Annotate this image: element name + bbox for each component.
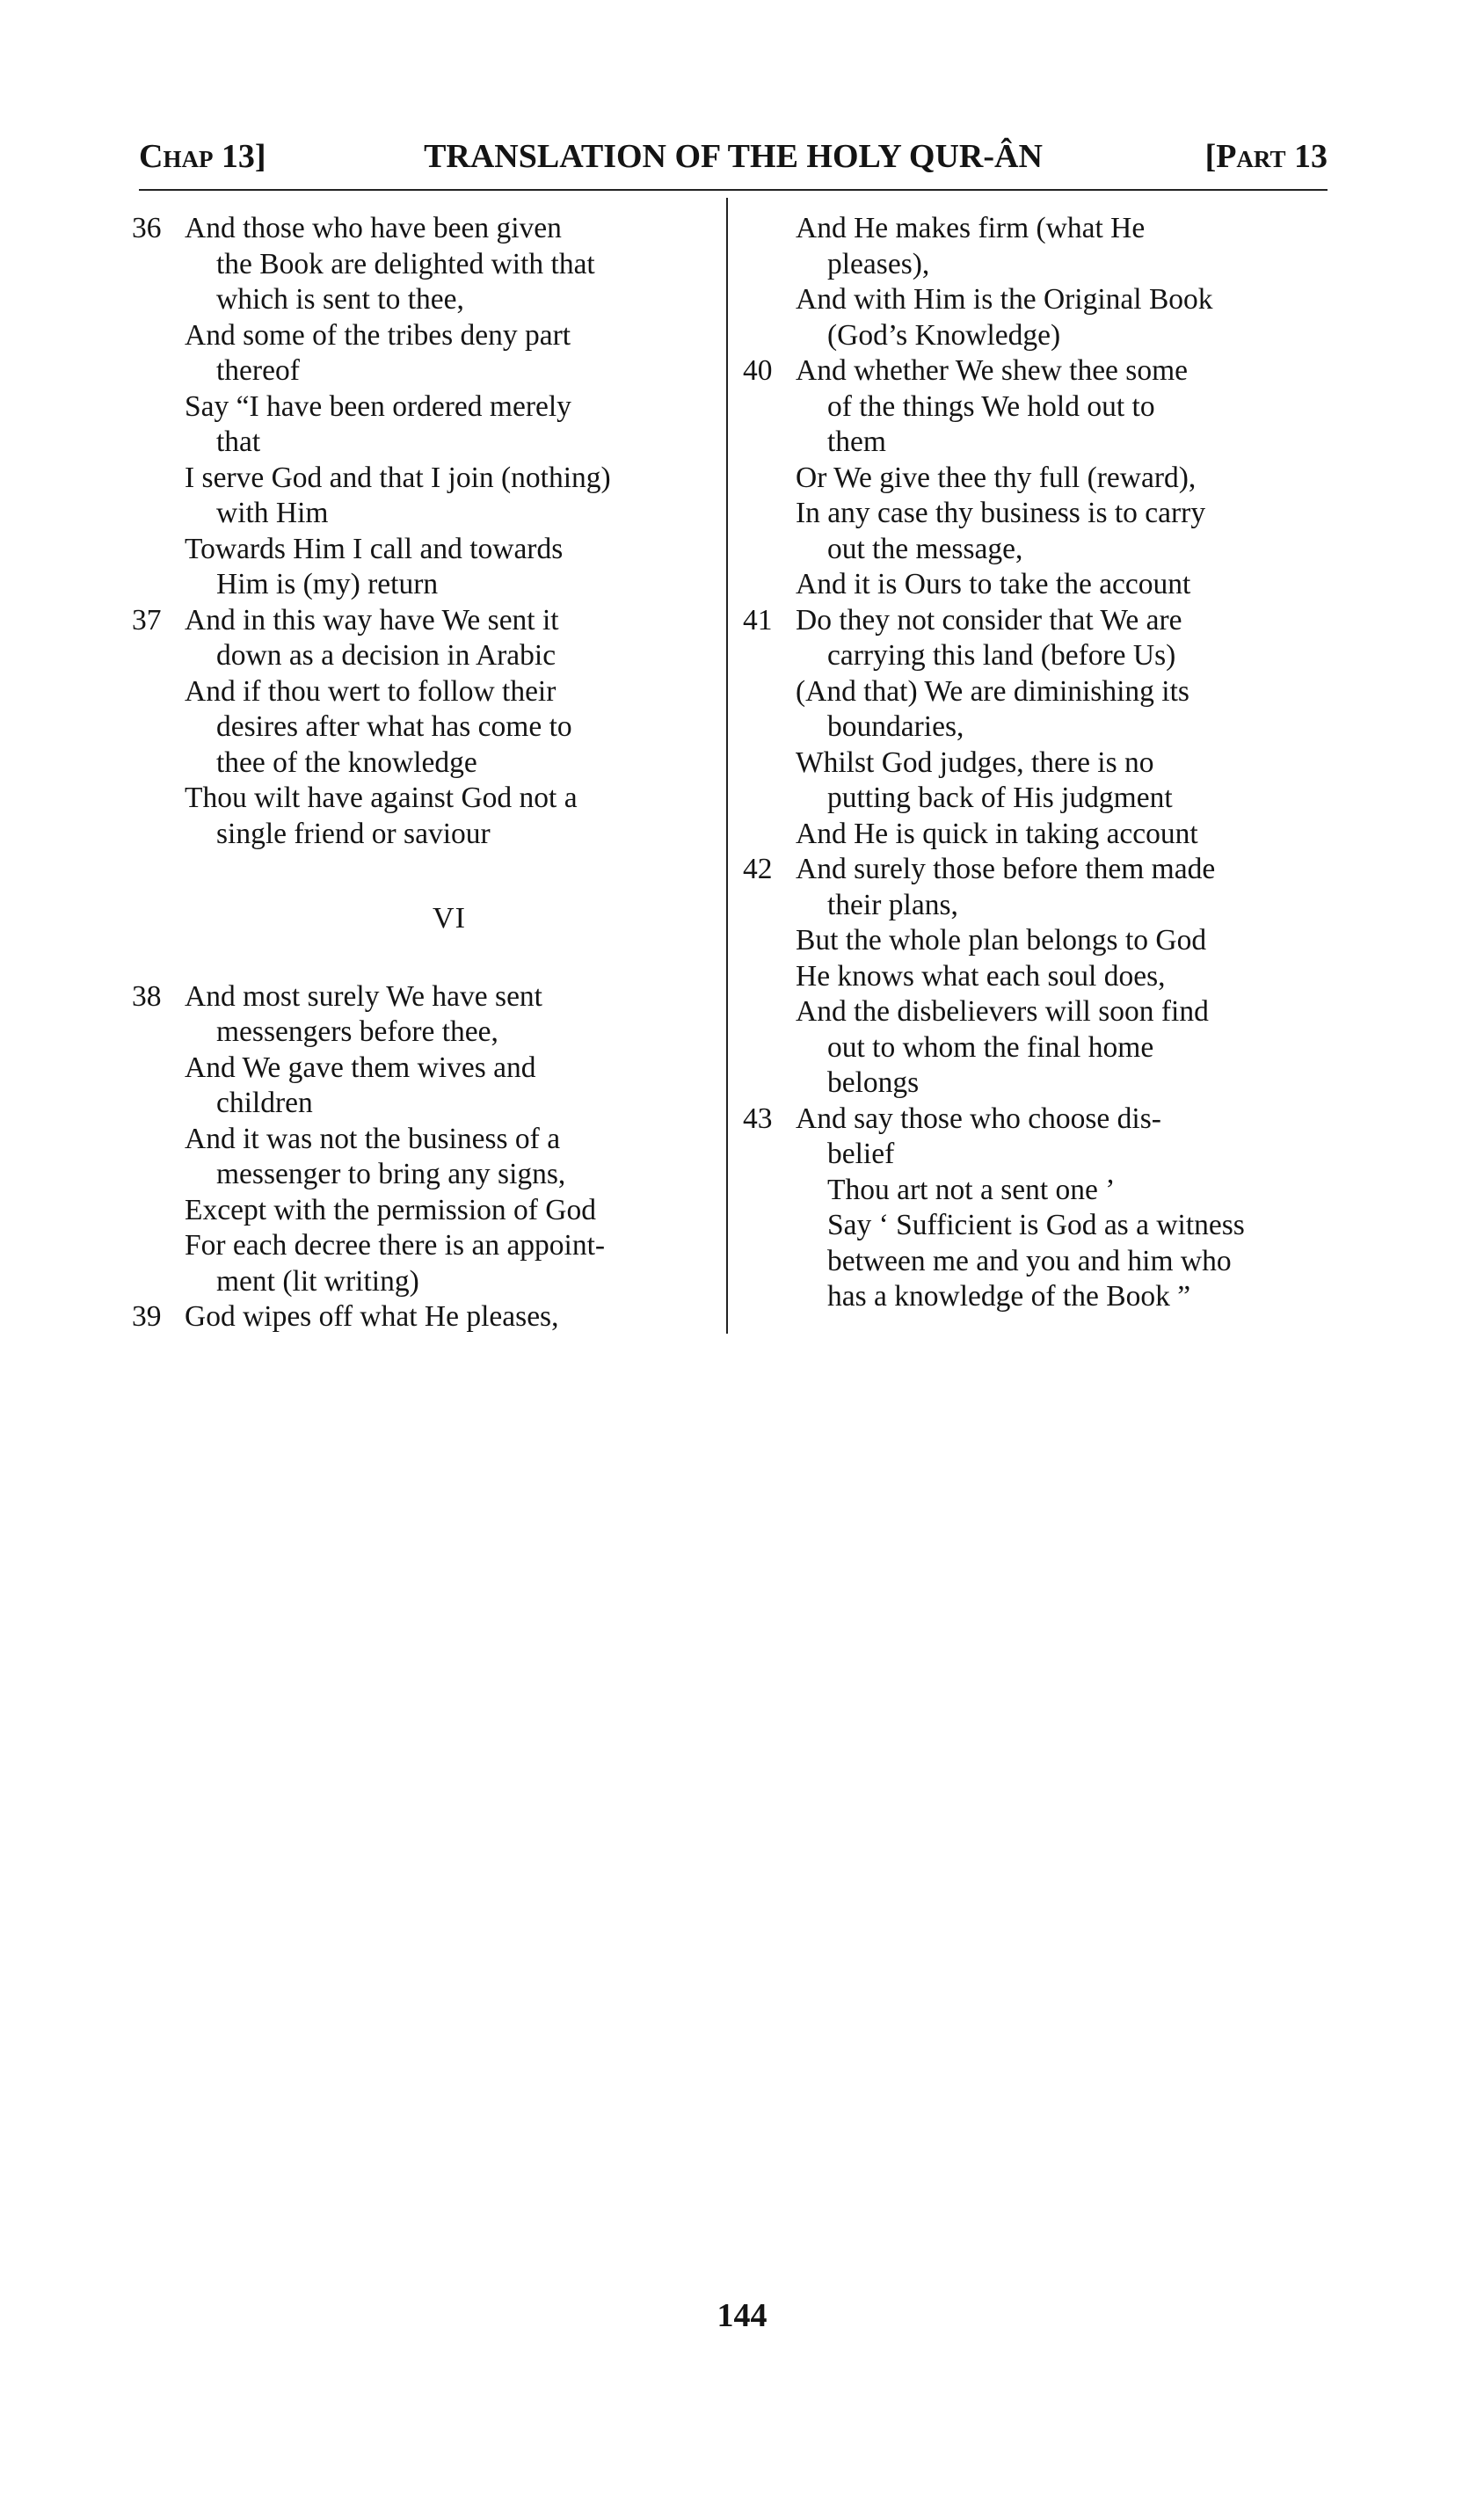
right-column [743,211,1328,1315]
text-line [743,1066,1328,1102]
line-text: belongs [827,1066,920,1099]
line-text: And surely those before them made [796,853,1216,885]
text-line [132,461,714,497]
line-text: For each decree there is an appoint- [185,1229,606,1262]
line-text: Him is (my) return [216,568,439,600]
line-text: And say those who choose dis- [796,1102,1161,1135]
line-text: And it is Ours to take the account [796,568,1191,600]
text-line [743,1030,1328,1066]
text-line [132,318,714,354]
text-line [743,496,1328,532]
line-text: down as a decision in Arabic [216,639,556,672]
book-title: TRANSLATION OF THE HOLY QUR-ÂN [424,138,1043,175]
line-text: And most surely We have sent [185,979,542,1013]
text-line [132,1299,714,1335]
text-line [132,1015,714,1051]
line-text: Except with the permission of God [185,1193,596,1226]
line-text: Or We give thee thy full (reward), [796,461,1197,494]
text-line [132,211,714,247]
line-text: And the disbelievers will soon find [796,995,1209,1028]
line-text: And We gave them wives and [185,1051,536,1084]
line-text: He knows what each soul does, [796,959,1166,993]
text-line [743,817,1328,853]
text-line [743,923,1328,959]
line-text: boundaries, [827,710,964,743]
column-divider [726,198,728,1334]
text-line [132,1086,714,1122]
text-line [132,603,714,639]
text-line [132,1193,714,1229]
text-line [132,979,714,1015]
verse-number: 41 [743,603,773,636]
text-line [132,1122,714,1158]
line-text: of the things We hold out to [827,389,1155,423]
text-line [132,1264,714,1300]
left-verse-block-after [132,979,714,1335]
text-line [132,1228,714,1264]
header-rule [139,189,1328,191]
text-line [132,425,714,461]
line-text: out the message, [827,532,1023,565]
line-text: which is sent to thee, [216,283,464,316]
line-text: ment (lit writing) [216,1264,419,1298]
text-line [743,567,1328,603]
text-line [132,709,714,746]
text-line [743,282,1328,318]
line-text: God wipes off what He pleases, [185,1300,559,1333]
line-text: thee of the knowledge [216,746,477,779]
line-text: pleases), [827,247,930,280]
line-text: (And that) We are diminishing its [796,674,1189,708]
line-text: has a knowledge of the Book ” [827,1280,1191,1313]
text-line [132,674,714,710]
text-line [132,496,714,532]
text-line [743,211,1328,247]
text-line [132,567,714,603]
text-line [132,353,714,389]
line-text: between me and you and him who [827,1244,1232,1277]
line-text: messenger to bring any signs, [216,1158,566,1190]
line-text: And it was not the business of a [185,1122,561,1155]
text-line [743,994,1328,1030]
verse-number: 40 [743,354,773,387]
line-text: I serve God and that I join (nothing) [185,461,611,494]
text-line [132,1157,714,1193]
chapter-label: Chap 13] [139,138,266,175]
line-text: But the whole plan belongs to God [796,924,1207,957]
text-line [132,247,714,283]
text-line [743,247,1328,283]
line-text: Say ‘ Sufficient is God as a witness [827,1209,1245,1241]
left-column [132,211,714,1335]
text-line [743,389,1328,426]
text-line [132,746,714,782]
line-text: belief [827,1138,895,1170]
line-text: Say “I have been ordered merely [185,389,571,423]
line-text: Towards Him I call and towards [185,532,564,565]
text-line [743,1173,1328,1209]
text-line [743,318,1328,354]
line-text: And those who have been given [185,212,562,244]
line-text: And in this way have We sent it [185,603,559,636]
text-line [743,746,1328,782]
part-label: [Part 13 [1204,138,1328,175]
text-line [743,709,1328,746]
line-text: In any case thy business is to carry [796,497,1206,529]
verse-number: 42 [743,853,773,885]
text-line [743,603,1328,639]
text-line [743,1244,1328,1280]
page-number: 144 [717,2297,767,2334]
text-line [743,852,1328,888]
left-verse-block [132,211,714,852]
verse-number: 39 [132,1300,162,1333]
line-text: And whether We shew thee some [796,354,1189,387]
text-line [132,389,714,426]
text-line [743,781,1328,817]
line-text: carrying this land (before Us) [827,639,1176,672]
line-text: (God’s Knowledge) [827,318,1061,352]
verse-number: 37 [132,603,162,636]
verse-number: 38 [132,979,162,1013]
right-verse-block [743,211,1328,1315]
line-text: out to whom the final home [827,1030,1154,1064]
line-text: Thou wilt have against God not a [185,782,578,814]
line-text: single friend or saviour [216,817,491,850]
text-line [132,282,714,318]
section-heading: VI [433,902,466,935]
text-line [743,1137,1328,1173]
line-text: that [216,426,261,458]
line-text: children [216,1087,313,1119]
line-text: And with Him is the Original Book [796,283,1213,316]
line-text: desires after what has come to [216,710,572,743]
text-line [743,1102,1328,1138]
line-text: the Book are delighted with that [216,247,595,280]
text-line [743,638,1328,674]
text-line [743,888,1328,924]
text-line [743,461,1328,497]
line-text: And some of the tribes deny part [185,318,571,352]
text-line [743,425,1328,461]
line-text: their plans, [827,888,958,921]
text-line [743,353,1328,389]
text-line [743,1208,1328,1244]
line-text: messengers before thee, [216,1015,498,1048]
text-line [743,959,1328,995]
line-text: Thou art not a sent one ’ [827,1173,1116,1206]
running-header [139,137,1328,179]
text-line [132,781,714,817]
line-text: with Him [216,497,329,529]
line-text: And He is quick in taking account [796,817,1198,850]
line-text: putting back of His judgment [827,782,1173,814]
verse-number: 36 [132,212,162,244]
line-text: Whilst God judges, there is no [796,746,1154,779]
line-text: And if thou wert to follow their [185,674,556,708]
line-text: And He makes firm (what He [796,212,1146,244]
text-line [132,532,714,568]
text-line [132,638,714,674]
line-text: Do they not consider that We are [796,603,1182,636]
text-line [743,532,1328,568]
text-line [132,817,714,853]
text-line [743,674,1328,710]
text-line [743,1279,1328,1315]
line-text: thereof [216,354,300,387]
line-text: them [827,426,886,458]
verse-number: 43 [743,1102,773,1135]
text-line [132,1051,714,1087]
